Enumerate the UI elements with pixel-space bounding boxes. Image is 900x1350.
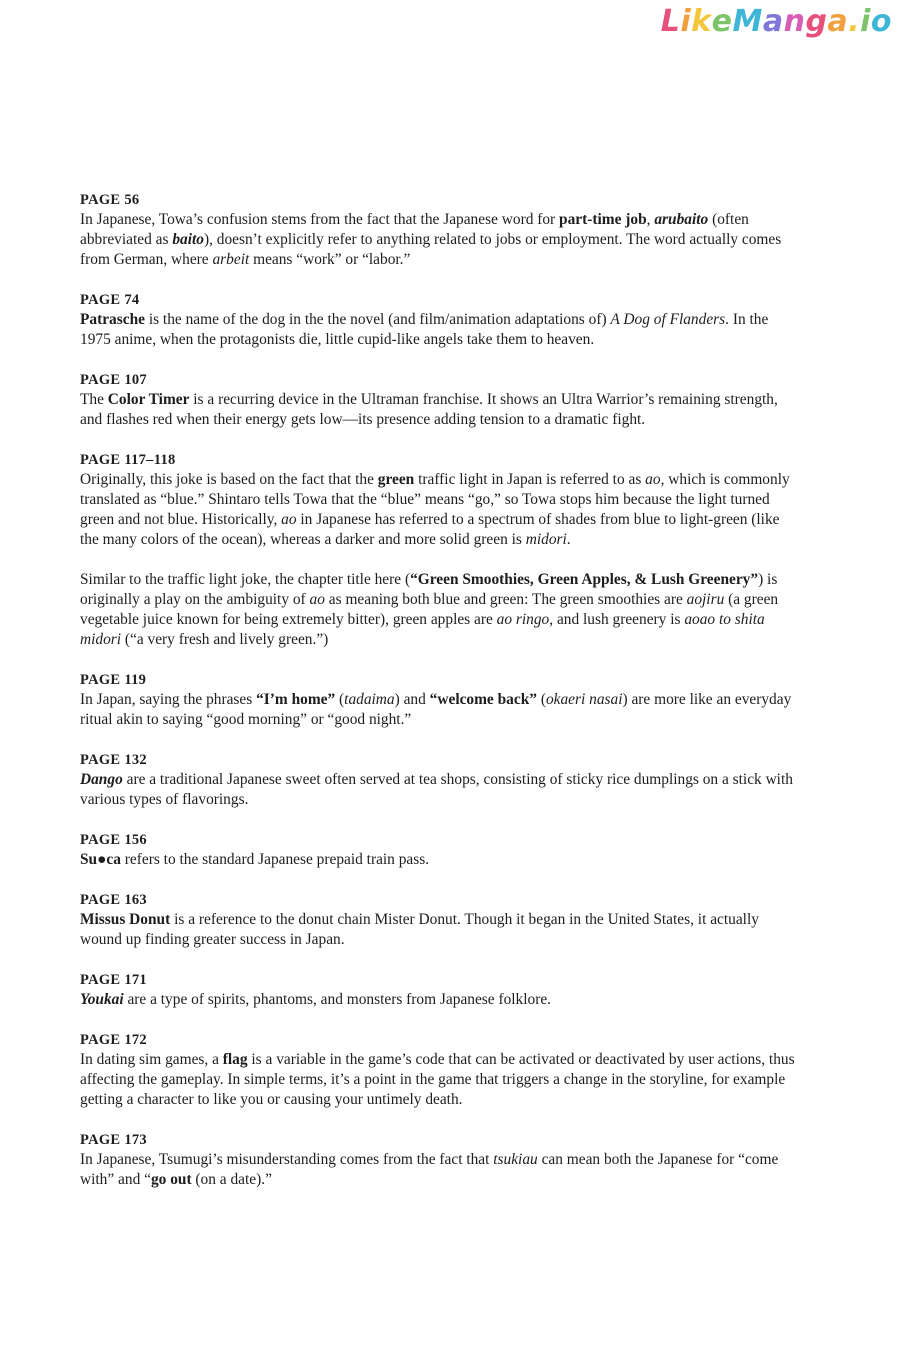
note-section bbox=[80, 970, 800, 1010]
body-text: (“a very fresh and lively green.”) bbox=[121, 631, 329, 648]
watermark-letter: M bbox=[732, 4, 763, 39]
note-paragraph bbox=[80, 390, 800, 430]
page-heading: PAGE 132 bbox=[80, 752, 147, 768]
note-paragraph bbox=[80, 1050, 800, 1110]
note-paragraph bbox=[80, 470, 800, 550]
body-text: means “work” or “labor.” bbox=[249, 251, 411, 268]
body-text: Similar to the traffic light joke, the chapter title here ( bbox=[80, 571, 411, 588]
body-text: ( bbox=[335, 691, 345, 708]
emphasis-text: tadaima bbox=[344, 691, 395, 708]
emphasis-text: Dango bbox=[80, 771, 123, 788]
watermark-letter: e bbox=[711, 4, 733, 39]
body-text: The bbox=[80, 391, 108, 408]
watermark-letter: i bbox=[860, 4, 871, 39]
note-paragraph bbox=[80, 1150, 800, 1190]
page-heading: PAGE 172 bbox=[80, 1032, 147, 1048]
page-heading: PAGE 163 bbox=[80, 892, 147, 908]
body-text: Originally, this joke is based on the fact that the bbox=[80, 471, 378, 488]
note-paragraph bbox=[80, 990, 800, 1010]
note-paragraph bbox=[80, 570, 800, 650]
body-text: (often abbreviated as bbox=[80, 211, 749, 248]
note-section bbox=[80, 670, 800, 730]
note-paragraph bbox=[80, 210, 800, 270]
watermark-letter: k bbox=[691, 4, 712, 39]
body-text: . bbox=[566, 531, 571, 548]
page-heading: PAGE 117–118 bbox=[80, 452, 176, 468]
emphasis-text: okaeri nasai bbox=[545, 691, 623, 708]
body-text: , and lush greenery is bbox=[549, 611, 685, 628]
body-text: ( bbox=[536, 691, 546, 708]
note-section bbox=[80, 830, 800, 870]
emphasis-text: go out bbox=[150, 1171, 192, 1188]
emphasis-text: ao ringo bbox=[496, 611, 550, 628]
emphasis-text: aojiru bbox=[686, 591, 725, 608]
note-paragraph bbox=[80, 690, 800, 730]
page-heading: PAGE 119 bbox=[80, 672, 147, 688]
body-text: refers to the standard Japanese prepaid train pass. bbox=[120, 851, 430, 868]
note-paragraph bbox=[80, 770, 800, 810]
emphasis-text: ao bbox=[645, 471, 661, 488]
emphasis-text: tsukiau bbox=[493, 1151, 538, 1168]
body-text: is a reference to the donut chain Mister Donut. Though it began in the United States, it actually wound up finding greater success in Japan. bbox=[80, 911, 759, 948]
note-paragraph bbox=[80, 910, 800, 950]
emphasis-text: Youkai bbox=[80, 991, 124, 1008]
emphasis-text: A Dog of Flanders bbox=[610, 311, 726, 328]
emphasis-text: ao bbox=[281, 511, 297, 528]
body-text: is the name of the dog in the the novel (and film/animation adaptations of) bbox=[144, 311, 611, 328]
body-text: , bbox=[646, 211, 655, 228]
note-section bbox=[80, 1030, 800, 1110]
watermark-letter: o bbox=[870, 4, 892, 39]
body-text: ) is originally a play on the ambiguity of bbox=[80, 571, 778, 608]
note-paragraph bbox=[80, 310, 800, 350]
emphasis-text: ao bbox=[309, 591, 325, 608]
body-text: . In the 1975 anime, when the protagonists die, little cupid-like angels take them to heaven. bbox=[80, 311, 769, 348]
emphasis-text: midori bbox=[525, 531, 567, 548]
emphasis-text: “I’m home” bbox=[256, 691, 336, 708]
body-text: (on a date).” bbox=[191, 1171, 272, 1188]
body-text: ) are more like an everyday ritual akin to saying “good morning” or “good night.” bbox=[80, 691, 792, 728]
body-text: In Japanese, Towa’s confusion stems from the fact that the Japanese word for bbox=[80, 211, 560, 228]
note-section bbox=[80, 290, 800, 350]
emphasis-text: “welcome back” bbox=[429, 691, 537, 708]
emphasis-text: baito bbox=[172, 231, 204, 248]
emphasis-text: arubaito bbox=[654, 211, 709, 228]
note-section bbox=[80, 750, 800, 810]
page-heading: PAGE 156 bbox=[80, 832, 147, 848]
body-text: In Japanese, Tsumugi’s misunderstanding comes from the fact that bbox=[80, 1151, 494, 1168]
body-text: In Japan, saying the phrases bbox=[80, 691, 257, 708]
watermark-letter: . bbox=[848, 4, 861, 39]
watermark-logo bbox=[661, 2, 892, 42]
watermark-letter: g bbox=[805, 4, 828, 39]
body-text: is a variable in the game’s code that can be activated or deactivated by user actions, thus affecting the gameplay. In simple terms, it’s a point in the game that triggers a change in the storyline, for example getting a character to like you or causing your untimely death. bbox=[80, 1051, 795, 1108]
emphasis-text: Patrasche bbox=[80, 311, 145, 328]
note-paragraph bbox=[80, 850, 800, 870]
page-heading: PAGE 74 bbox=[80, 292, 140, 308]
page-heading: PAGE 173 bbox=[80, 1132, 147, 1148]
body-text: In dating sim games, a bbox=[80, 1051, 223, 1068]
page-heading: PAGE 171 bbox=[80, 972, 147, 988]
body-text: ) and bbox=[394, 691, 430, 708]
body-text: in Japanese has referred to a spectrum of shades from blue to light-green (like the many colors of the ocean), whereas a darker and more solid green is bbox=[80, 511, 780, 548]
watermark-letter: n bbox=[783, 4, 806, 39]
page-heading: PAGE 56 bbox=[80, 192, 140, 208]
emphasis-text: aoao to shita midori bbox=[80, 611, 765, 648]
watermark-letter: a bbox=[762, 4, 784, 39]
body-text: as meaning both blue and green: The green smoothies are bbox=[324, 591, 687, 608]
emphasis-text: flag bbox=[222, 1051, 248, 1068]
body-text: (a green vegetable juice known for being extremely bitter), green apples are bbox=[80, 591, 779, 628]
emphasis-text: arbeit bbox=[212, 251, 250, 268]
emphasis-text: Color Timer bbox=[107, 391, 190, 408]
note-section bbox=[80, 450, 800, 650]
body-text: , which is commonly translated as “blue.” Shintaro tells Towa that the “blue” means “go,” so Towa stops him because the light turned green and not blue. Historically, bbox=[80, 471, 790, 528]
watermark-letter: L bbox=[660, 4, 681, 39]
note-section bbox=[80, 890, 800, 950]
emphasis-text: Su●ca bbox=[80, 851, 121, 868]
body-text: ), doesn’t explicitly refer to anything related to jobs or employment. The word actually comes from German, where bbox=[80, 231, 782, 268]
emphasis-text: part-time job bbox=[559, 211, 647, 228]
body-text: are a traditional Japanese sweet often served at tea shops, consisting of sticky rice dumplings on a stick with various types of flavorings. bbox=[80, 771, 793, 808]
emphasis-text: Missus Donut bbox=[80, 911, 171, 928]
watermark-letter: i bbox=[680, 4, 692, 39]
watermark-letter: a bbox=[827, 4, 849, 39]
body-text: traffic light in Japan is referred to as bbox=[414, 471, 646, 488]
page-heading: PAGE 107 bbox=[80, 372, 147, 388]
note-section bbox=[80, 370, 800, 430]
body-text: is a recurring device in the Ultraman franchise. It shows an Ultra Warrior’s remaining strength, and flashes red when their energy gets low—its presence adding tension to a dramatic fight. bbox=[80, 391, 778, 428]
note-section bbox=[80, 190, 800, 270]
translation-notes bbox=[80, 190, 800, 1210]
emphasis-text: “Green Smoothies, Green Apples, & Lush Greenery” bbox=[410, 571, 759, 588]
body-text: are a type of spirits, phantoms, and monsters from Japanese folklore. bbox=[123, 991, 552, 1008]
emphasis-text: green bbox=[377, 471, 415, 488]
body-text: can mean both the Japanese for “come with” and “ bbox=[80, 1151, 779, 1188]
note-section bbox=[80, 1130, 800, 1190]
